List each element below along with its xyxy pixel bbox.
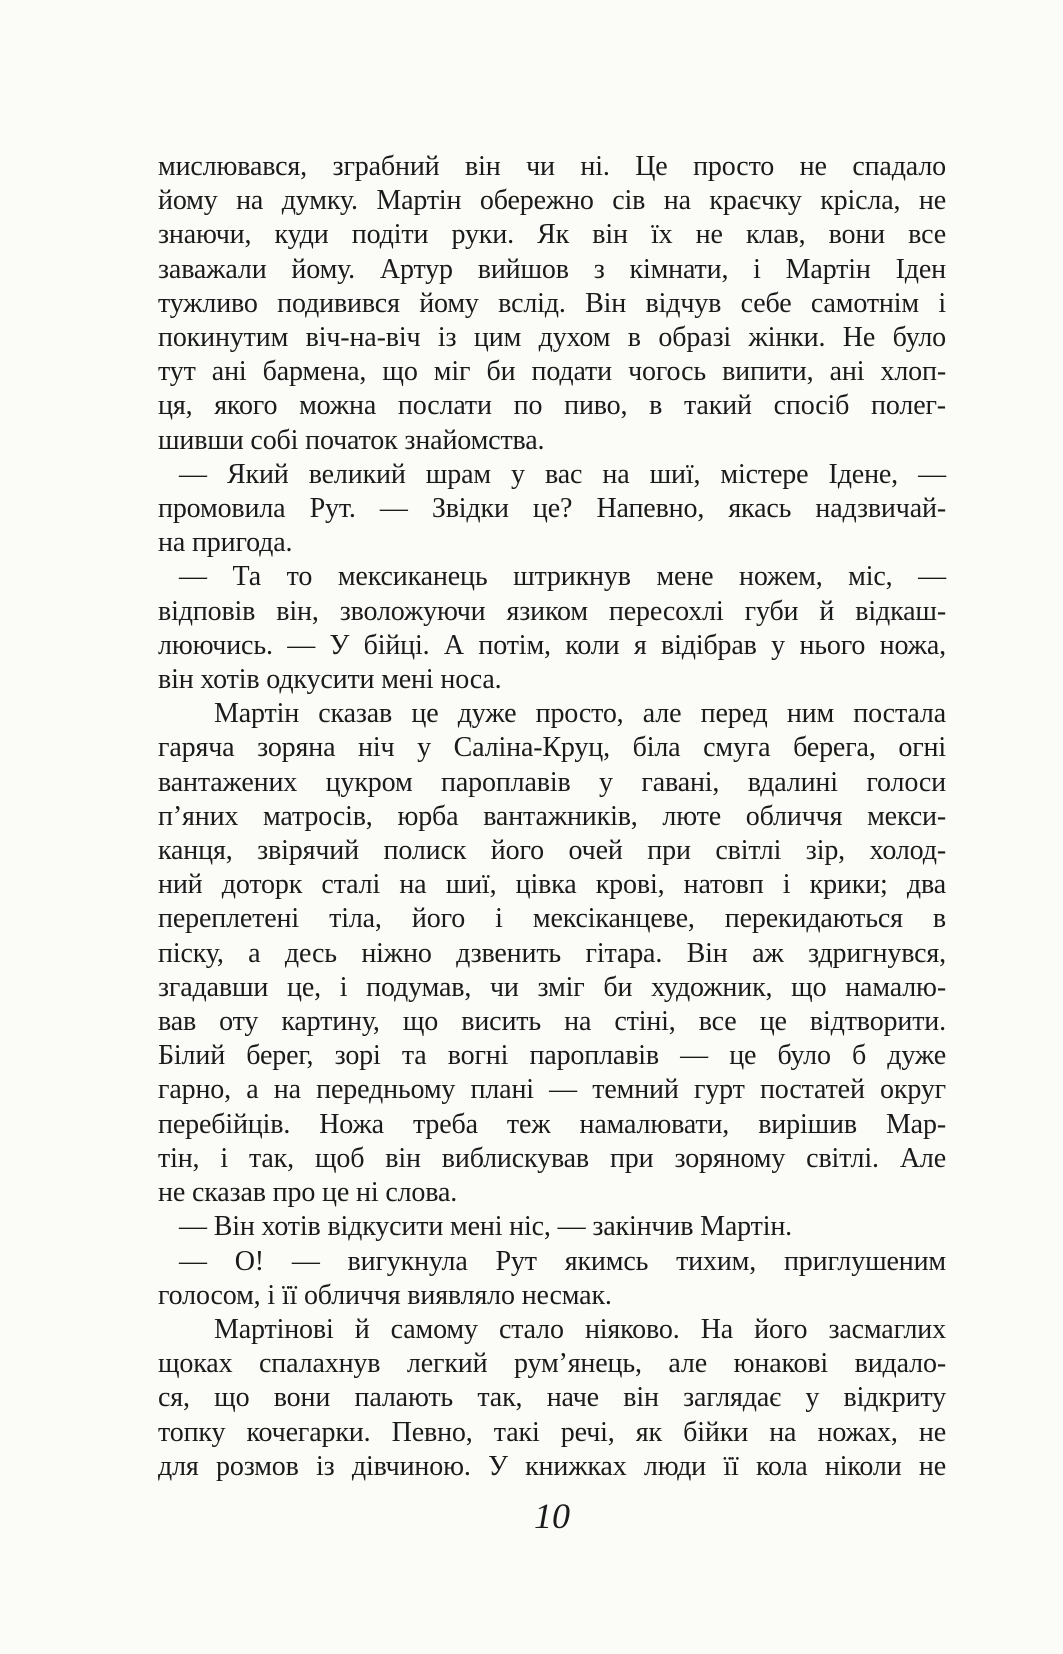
- text-line: люючись. — У бійці. А потім, коли я відібрав у нього ножа,: [158, 629, 946, 661]
- text-line: вантажених цукром пароплавів у гавані, вдалині голоси: [158, 766, 946, 798]
- text-line: знаючи, куди подіти руки. Як він їх не клав, вони все: [158, 219, 946, 251]
- text-line: промовила Рут. — Звідки це? Напевно, якась надзвичай-: [158, 493, 946, 525]
- text-line: заважали йому. Артур вийшов з кімнати, і Мартін Іден: [158, 253, 946, 285]
- text-line: перебійців. Ножа треба теж намалювати, вирішив Мар-: [158, 1108, 946, 1140]
- text-line: канця, звірячий полиск його очей при світлі зір, холод-: [158, 835, 946, 867]
- paragraph: [158, 560, 946, 697]
- text-line: щоках спалахнув легкий рум’янець, але юнакові видало-: [158, 1348, 946, 1380]
- text-line: ця, якого можна послати по пиво, в такий спосіб полег-: [158, 390, 946, 422]
- text-line: тін, і так, щоб він виблискував при зоряному світлі. Але: [158, 1142, 946, 1174]
- text-line: топку кочегарки. Певно, такі речі, як бійки на ножах, не: [158, 1416, 946, 1448]
- text-line: для розмов із дівчиною. У книжках люди її кола ніколи не: [158, 1450, 946, 1482]
- text-line: — Він хотів відкусити мені ніс, — закінчив Мартін.: [179, 1211, 793, 1243]
- text-line: відповів він, зволожуючи язиком пересохлі губи й відкаш-: [158, 595, 946, 627]
- text-line: вав оту картину, що висить на стіні, все це відтворити.: [158, 1006, 946, 1038]
- text-line: гарно, а на передньому плані — темний гурт постатей округ: [158, 1074, 946, 1106]
- text-line: Мартін сказав це дуже просто, але перед ним постала: [214, 698, 946, 730]
- text-line: Мартінові й самому стало ніяково. На його засмаглих: [214, 1313, 946, 1345]
- text-line: Білий берег, зорі та вогні пароплавів — це було б дуже: [158, 1040, 946, 1072]
- paragraph: [158, 697, 946, 1210]
- text-line: — Який великий шрам у вас на шиї, містере Ідене, —: [179, 458, 946, 490]
- text-line: голосом, і її обличчя виявляло несмак.: [158, 1279, 612, 1311]
- text-line: тут ані бармена, що міг би подати чогось випити, ані хлоп-: [158, 356, 946, 388]
- paragraph: [158, 458, 946, 561]
- paragraph: [158, 150, 946, 458]
- text-line: згадавши це, і подумав, чи зміг би художник, що намалю-: [158, 971, 946, 1003]
- paragraph: [158, 1210, 946, 1244]
- paragraph: [158, 1313, 946, 1484]
- text-line: йому на думку. Мартін обережно сів на краєчку крісла, не: [158, 185, 946, 217]
- text-line: переплетені тіла, його і мексіканцеве, перекидаються в: [158, 903, 946, 935]
- text-line: гаряча зоряна ніч у Саліна-Круц, біла смуга берега, огні: [158, 732, 946, 764]
- text-line: — Та то мексиканець штрикнув мене ножем, міс, —: [179, 561, 946, 593]
- text-line: піску, а десь ніжно дзвенить гітара. Він аж здригнувся,: [158, 937, 946, 969]
- text-block: [158, 150, 946, 1484]
- paragraph: [158, 1245, 946, 1313]
- text-line: ний доторк сталі на шиї, цівка крові, натовп і крики; два: [158, 869, 946, 901]
- text-line: п’яних матросів, юрба вантажників, люте обличчя мекси-: [158, 800, 946, 832]
- text-line: тужливо подивився йому вслід. Він відчув себе самотнім і: [158, 287, 946, 319]
- text-line: не сказав про це ні слова.: [158, 1177, 458, 1209]
- text-line: ся, що вони палають так, наче він заглядає у відкриту: [158, 1382, 946, 1414]
- page-number: 10: [534, 1496, 570, 1536]
- text-line: він хотів одкусити мені носа.: [158, 664, 502, 696]
- text-line: покинутим віч-на-віч із цим духом в образі жінки. Не було: [158, 322, 946, 354]
- text-line: шивши собі початок знайомства.: [158, 424, 545, 456]
- text-line: на пригода.: [158, 527, 293, 559]
- text-line: мислювався, зграбний він чи ні. Це просто не спадало: [158, 151, 946, 182]
- text-line: — О! — вигукнула Рут якимсь тихим, приглушеним: [179, 1245, 946, 1277]
